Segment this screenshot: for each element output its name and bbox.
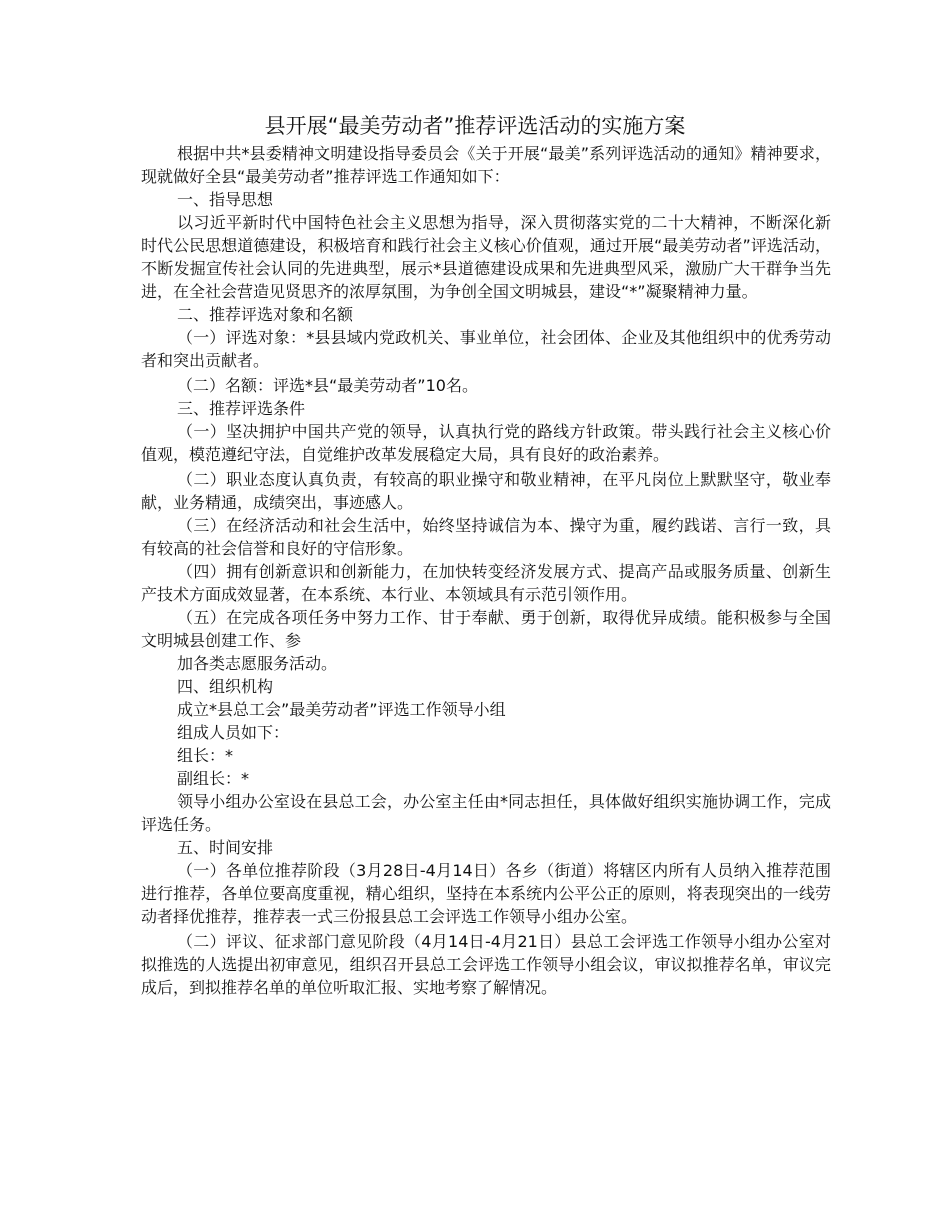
paragraph-deputy-leader: 副组长：*	[177, 769, 250, 788]
section-heading-conditions: 三、推荐评选条件	[177, 399, 306, 418]
paragraph-quota: （二）名额：评选*县“最美劳动者”10名。	[177, 376, 478, 395]
section-heading-schedule: 五、时间安排	[177, 838, 274, 857]
paragraph-condition-3: （三）在经济活动和社会生活中，始终坚持诚信为本、操守为重，履约践诺、言行一致，具有较高的社会信誉和良好的守信形象。	[141, 516, 831, 558]
paragraph-selection-targets: （一）评选对象：*县县域内党政机关、事业单位，社会团体、企业及其他组织中的优秀劳动者和突出贡献者。	[141, 328, 831, 370]
paragraph-schedule-2: （二）评议、征求部门意见阶段（4月14日-4月21日）县总工会评选工作领导小组办公室对拟推选的人选提出初审意见，组织召开县总工会评选工作领导小组会议，审议拟推荐名单，审议完成后，到拟推荐名单的单位听取汇报、实地考察了解情况。	[141, 932, 831, 997]
paragraph-condition-5: （五）在完成各项任务中努力工作、甘于奉献、勇于创新，取得优异成绩。能积极参与全国文明城县创建工作、参	[141, 608, 831, 650]
document-title: 县开展“最美劳动者”推荐评选活动的实施方案	[264, 114, 686, 138]
paragraph-office: 领导小组办公室设在县总工会，办公室主任由*同志担任，具体做好组织实施协调工作，完成评选任务。	[141, 792, 831, 834]
paragraph-group-leader: 组长：*	[177, 746, 234, 765]
paragraph-schedule-1: （一）各单位推荐阶段（3月28日-4月14日）各乡（街道）将辖区内所有人员纳入推荐范围进行推荐，各单位要高度重视，精心组织，坚持在本系统内公平公正的原则，将表现突出的一线劳动者择优推荐，推荐表一式三份报县总工会评选工作领导小组办公室。	[141, 861, 831, 926]
paragraph-condition-5-cont: 加各类志愿服务活动。	[177, 654, 338, 673]
document-body	[141, 142, 831, 999]
paragraph-condition-1: （一）坚决拥护中国共产党的领导，认真执行党的路线方针政策。带头践行社会主义核心价值观，模范遵纪守法，自觉维护改革发展稳定大局，具有良好的政治素养。	[141, 422, 831, 464]
section-heading-targets-quota: 二、推荐评选对象和名额	[177, 305, 354, 324]
section-heading-guiding-ideology: 一、指导思想	[177, 190, 274, 209]
paragraph-leading-group: 成立*县总工会”最美劳动者”评选工作领导小组	[177, 700, 506, 719]
intro-paragraph: 根据中共*县委精神文明建设指导委员会《关于开展“最美”系列评选活动的通知》精神要求，现就做好全县“最美劳动者”推荐评选工作通知如下：	[141, 144, 831, 186]
section-heading-organization: 四、组织机构	[177, 677, 274, 696]
paragraph-condition-4: （四）拥有创新意识和创新能力，在加快转变经济发展方式、提高产品或服务质量、创新生产技术方面成效显著，在本系统、本行业、本领域具有示范引领作用。	[141, 562, 831, 604]
paragraph-members-intro: 组成人员如下：	[177, 723, 290, 742]
paragraph-guiding-ideology: 以习近平新时代中国特色社会主义思想为指导，深入贯彻落实党的二十大精神，不断深化新时代公民思想道德建设，积极培育和践行社会主义核心价值观，通过开展“最美劳动者”评选活动，不断发掘宣传社会认同的先进典型，展示*县道德建设成果和先进典型风采，激励广大干群争当先进，在全社会营造见贤思齐的浓厚氛围，为争创全国文明城县，建设“*”凝聚精神力量。	[141, 213, 831, 301]
paragraph-condition-2: （二）职业态度认真负责，有较高的职业操守和敬业精神，在平凡岗位上默默坚守，敬业奉献，业务精通，成绩突出，事迹感人。	[141, 470, 831, 512]
